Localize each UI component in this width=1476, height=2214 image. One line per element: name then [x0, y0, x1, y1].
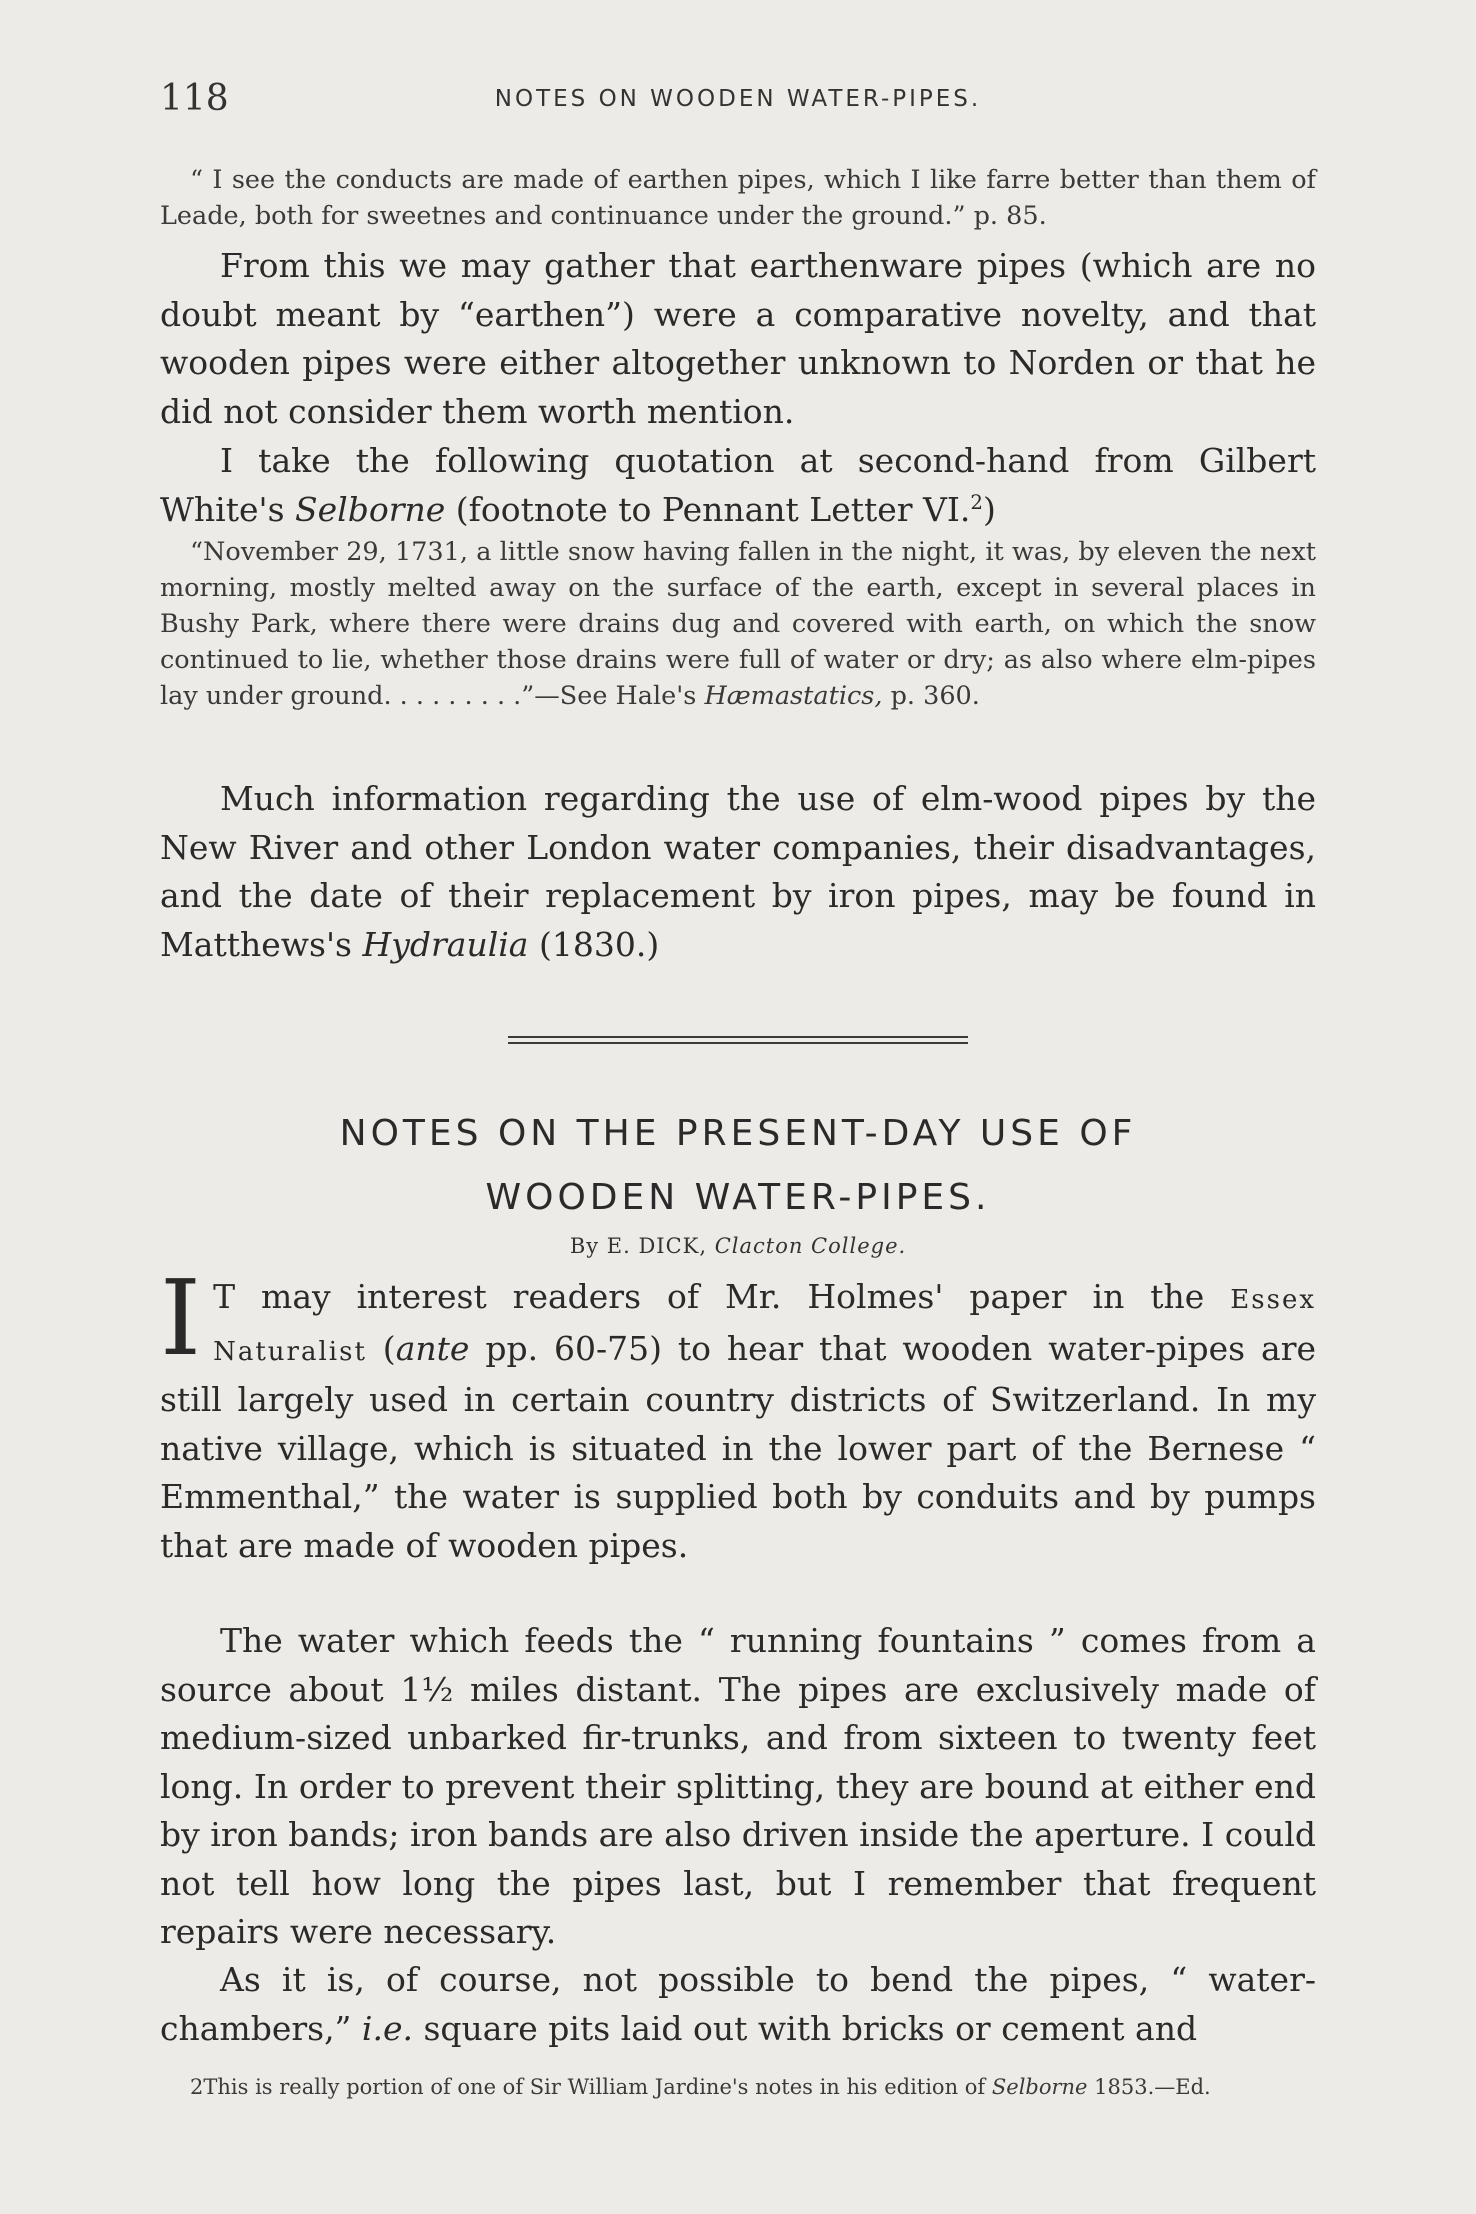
- paragraph-fountains: The water which feeds the “ running fountains ” comes from a source about 1½ miles distant. The pipes are exclusively made of medium-sized unbarked fir-trunks, and from sixteen to twenty feet long. In order to prevent their splitting, they are bound at either end by iron bands; iron bands are also driven inside the aperture. I could not tell how long the pipes last, but I remember that frequent repairs were necessary.: [160, 1621, 1316, 1951]
- quote-norden: “ I see the conducts are made of earthen pipes, which I like farre better than them of Leade, both for sweetnes and continuance under the ground.” p. 85.: [160, 165, 1316, 231]
- byline: By E. DICK, Clacton College.: [569, 1234, 907, 1258]
- affiliation: Clacton College.: [714, 1234, 907, 1258]
- journal-name: Essex Naturalist: [213, 1285, 1316, 1367]
- paragraph-elm-wood: Much information regarding the use of elm-wood pipes by the New River and other London water companies, their disadvantages, and the date of their replacement by iron pipes, may be found in Matthews's Hydraulia (1830.): [160, 779, 1316, 964]
- article-title-line-2: WOODEN WATER-PIPES.: [485, 1177, 991, 1218]
- page-header: [160, 78, 1316, 118]
- paragraph-white-quotation: I take the following quotation at second-hand from Gilbert White's Selborne (footnote to Pennant Letter VI.$^2$): [160, 441, 1316, 529]
- footnote-mark: 2: [190, 2075, 204, 2099]
- page-number: 118: [160, 78, 229, 119]
- work-title-hydraulia: Hydraulia: [362, 924, 529, 964]
- section-divider: [508, 1036, 968, 1048]
- paragraph-earthenware: From this we may gather that earthenware pipes (which are no doubt meant by “earthen”) were a comparative novelty, and that wooden pipes were either altogether unknown to Norden or that he did not consider them worth mention.: [160, 246, 1316, 431]
- paragraph-switzerland: I T may interest readers of Mr. Holmes' paper in the Essex Naturalist (ante pp. 60-75) to hear that wooden water-pipes are still largely used in certain country districts of Switzerland. In my native village, which is situated in the lower part of the Bernese “ Emmenthal,” the water is supplied both by conduits and by pumps that are made of wooden pipes.: [160, 1257, 1317, 1565]
- running-title: NOTES ON WOODEN WATER-PIPES.: [494, 86, 982, 112]
- article-title-line-1: NOTES ON THE PRESENT-DAY USE OF: [339, 1113, 1137, 1154]
- footnote: 2This is really portion of one of Sir William Jardine's notes in his edition of Selborne 1853.—Ed.: [190, 2075, 1211, 2099]
- work-title-selborne-footnote: Selborne: [991, 2075, 1088, 2099]
- work-title-selborne: Selborne: [295, 489, 446, 529]
- drop-cap: I: [160, 1257, 202, 1379]
- article-heading: [160, 1102, 1316, 1230]
- quote-hales: “November 29, 1731, a little snow having fallen in the night, it was, by eleven the next morning, mostly melted away on the surface of the earth, except in several places in Bushy Park, where there were drains dug and covered with earth, on which the snow continued to lie, whether those drains were full of water or dry; as also where elm-pipes lay under ground. . . . . . . . .”—See Hale's Hæmastatics, p. 360.: [160, 537, 1316, 711]
- footnote-reference: 2: [970, 490, 984, 514]
- work-title-haemastatics: Hæmastatics,: [704, 681, 883, 711]
- paragraph-water-chambers: As it is, of course, not possible to bend the pipes, “ water-chambers,” i.e. square pits laid out with bricks or cement and: [160, 1960, 1316, 2048]
